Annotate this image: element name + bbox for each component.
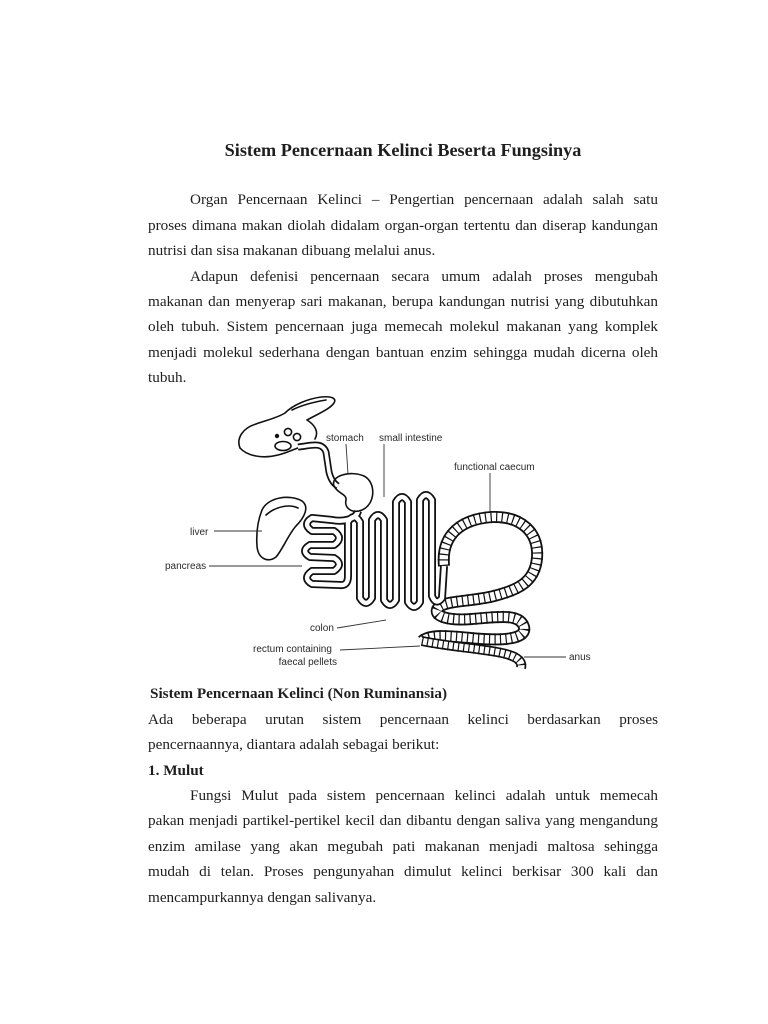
paragraph-line: mudah di telan. Proses pengunyahan dimulut kelinci berkisar 300 kali dan <box>148 863 658 881</box>
section-intro-paragraph <box>148 707 658 758</box>
salivary-gland <box>284 428 291 435</box>
head-outline <box>239 397 335 448</box>
label-functional-caecum: functional caecum <box>454 462 535 473</box>
esophagus-lumen <box>298 445 338 486</box>
paragraph-line: pakan menjadi partikel-pertikel kecil dan dibantu dengan saliva yang mengandung <box>148 812 658 830</box>
label-anus: anus <box>569 652 591 663</box>
section-heading: Sistem Pencernaan Kelinci (Non Ruminansia) <box>150 685 448 703</box>
page-title: Sistem Pencernaan Kelinci Beserta Fungsinya <box>224 140 582 160</box>
intro-section <box>148 187 658 391</box>
small-intestine-outline <box>305 495 444 607</box>
mulut-paragraph <box>148 783 658 910</box>
label-rectum-line-2: faecal pellets <box>278 657 337 668</box>
salivary-gland <box>293 433 300 440</box>
rectum-lumen <box>422 641 521 668</box>
label-pancreas: pancreas <box>165 561 207 572</box>
paragraph-line: nutrisi dan sisa makanan dibuang melalui anus. <box>148 242 436 260</box>
subheading-mulut: 1. Mulut <box>148 761 204 779</box>
paragraph-line: Fungsi Mulut pada sistem pencernaan kelinci adalah untuk memecah <box>190 787 658 805</box>
paragraph-line: Adapun defenisi pencernaan secara umum adalah proses mengubah <box>190 267 658 285</box>
mouth-cavity <box>275 442 291 451</box>
rabbit-digestive-system-diagram <box>150 390 620 680</box>
rectum-leader-line <box>340 646 420 650</box>
stomach <box>333 474 372 512</box>
rectum <box>422 641 521 668</box>
paragraph-line: pencernaannya, diantara adalah sebagai berikut: <box>148 736 440 754</box>
eye-icon <box>275 434 279 438</box>
intro-paragraph-1 <box>148 187 658 263</box>
paragraph-line: proses dimana makan diolah didalam organ-organ tertentu dan diserap kandungan <box>148 216 658 234</box>
label-stomach: stomach <box>326 433 364 444</box>
label-rectum-line-1: rectum containing <box>253 644 332 655</box>
paragraph-line: mencampurkannya dengan salivanya. <box>148 888 377 906</box>
paragraph-line: Ada beberapa urutan sistem pencernaan kelinci berdasarkan proses <box>148 710 658 728</box>
paragraph-line: enzim amilase yang akan megubah pati makanan menjadi maltosa sehingga <box>148 837 658 855</box>
colon-leader-line <box>337 620 386 628</box>
label-colon: colon <box>310 623 334 634</box>
paragraph-line: Organ Pencernaan Kelinci – Pengertian pencernaan adalah salah satu <box>190 191 658 209</box>
label-small-intestine: small intestine <box>379 433 443 444</box>
intro-paragraph-2 <box>148 264 658 391</box>
label-liver: liver <box>190 527 209 538</box>
paragraph-line: makanan dan menyerap sari makanan, berupa kandungan nutrisi yang dibutuhkan <box>148 293 658 311</box>
esophagus <box>298 445 338 486</box>
stomach-leader-line <box>346 444 348 474</box>
liver-lobe-line <box>266 506 298 515</box>
digestive-order-section <box>148 681 658 910</box>
paragraph-line: oleh tubuh. Sistem pencernaan juga memecah molekul makanan yang komplek <box>148 318 658 336</box>
small-intestine <box>305 495 444 607</box>
paragraph-line: menjadi molekul sederhana dengan bantuan enzim sehingga mudah dicerna oleh <box>148 343 658 361</box>
paragraph-line: tubuh. <box>148 369 187 387</box>
